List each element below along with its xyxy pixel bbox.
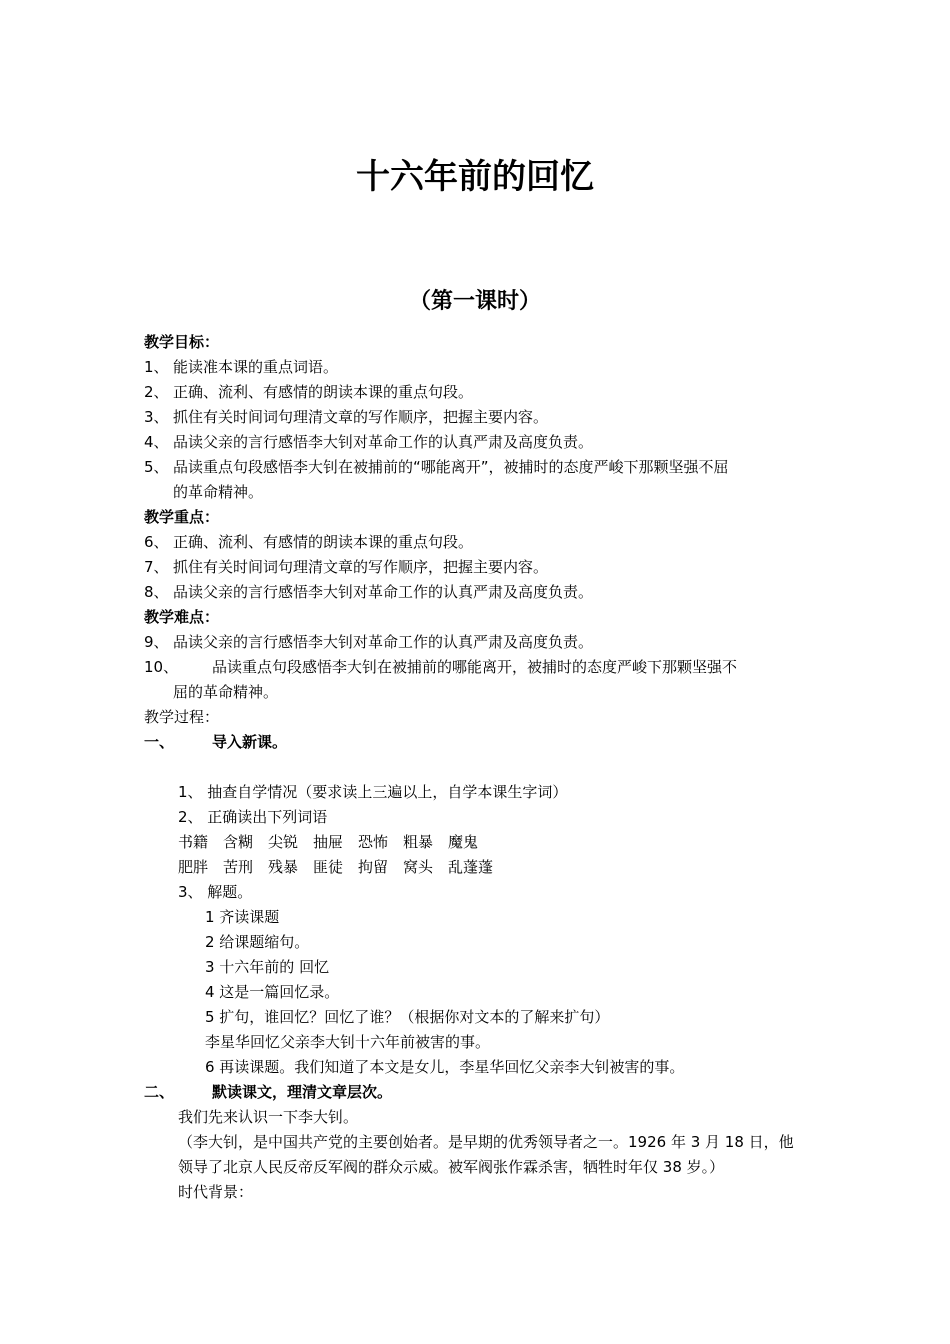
sub-step: 4 这是一篇回忆录。 [205, 983, 340, 1001]
list-item: 1、 能读准本课的重点词语。 [144, 358, 339, 376]
paragraph: （李大钊，是中国共产党的主要创始者。是早期的优秀领导者之一。1926 年 3 月 18 日，他 [178, 1133, 794, 1151]
sub-step: 2 给课题缩句。 [205, 933, 310, 951]
list-item-continuation: 的革命精神。 [173, 483, 264, 501]
list-item: 10、 品读重点句段感悟李大钊在被捕前的哪能离开，被捕时的态度严峻下那颗坚强不 [144, 658, 738, 676]
list-item: 7、 抓住有关时间词句理清文章的写作顺序，把握主要内容。 [144, 558, 549, 576]
section-heading: 二、 默读课文，理清文章层次。 [144, 1083, 393, 1101]
paragraph: 时代背景： [178, 1183, 254, 1201]
sub-step: 6 再读课题。我们知道了本文是女儿，李星华回忆父亲李大钊被害的事。 [205, 1058, 685, 1076]
list-item: 2、 正确、流利、有感情的朗读本课的重点句段。 [144, 383, 474, 401]
list-item: 9、 品读父亲的言行感悟李大钊对革命工作的认真严肃及高度负责。 [144, 633, 594, 651]
list-item: 4、 品读父亲的言行感悟李大钊对革命工作的认真严肃及高度负责。 [144, 433, 594, 451]
step: 3、 解题。 [178, 883, 253, 901]
section-heading: 一、 导入新课。 [144, 733, 288, 751]
paragraph: 我们先来认识一下李大钊。 [178, 1108, 359, 1126]
process-heading: 教学过程： [144, 708, 220, 726]
document-title: 十六年前的回忆 [356, 157, 594, 197]
list-item: 6、 正确、流利、有感情的朗读本课的重点句段。 [144, 533, 474, 551]
list-item: 3、 抓住有关时间词句理清文章的写作顺序，把握主要内容。 [144, 408, 549, 426]
sub-step-answer: 李星华回忆父亲李大钊十六年前被害的事。 [205, 1033, 491, 1051]
list-item: 8、 品读父亲的言行感悟李大钊对革命工作的认真严肃及高度负责。 [144, 583, 594, 601]
key-points-heading: 教学重点： [144, 508, 220, 526]
paragraph: 领导了北京人民反帝反军阀的群众示威。被军阀张作霖杀害，牺牲时年仅 38 岁。） [178, 1158, 725, 1176]
word-list: 书籍 含糊 尖锐 抽屉 恐怖 粗暴 魔鬼 [178, 833, 479, 851]
document-body [144, 330, 814, 1205]
difficulties-heading: 教学难点： [144, 608, 220, 626]
step: 2、 正确读出下列词语 [178, 808, 328, 826]
list-item: 5、 品读重点句段感悟李大钊在被捕前的“哪能离开”，被捕时的态度严峻下那颗坚强不屈 [144, 458, 729, 476]
sub-step: 5 扩句，谁回忆？回忆了谁？（根据你对文本的了解来扩句） [205, 1008, 610, 1026]
word-list: 肥胖 苦刑 残暴 匪徒 拘留 窝头 乱蓬蓬 [178, 858, 494, 876]
list-item-continuation: 屈的革命精神。 [173, 683, 279, 701]
sub-step: 3 十六年前的 回忆 [205, 958, 330, 976]
spacer [144, 755, 814, 780]
lesson-subtitle: （第一课时） [408, 289, 541, 314]
sub-step: 1 齐读课题 [205, 908, 280, 926]
step: 1、 抽查自学情况（要求读上三遍以上，自学本课生字词） [178, 783, 568, 801]
objectives-heading: 教学目标： [144, 333, 220, 351]
